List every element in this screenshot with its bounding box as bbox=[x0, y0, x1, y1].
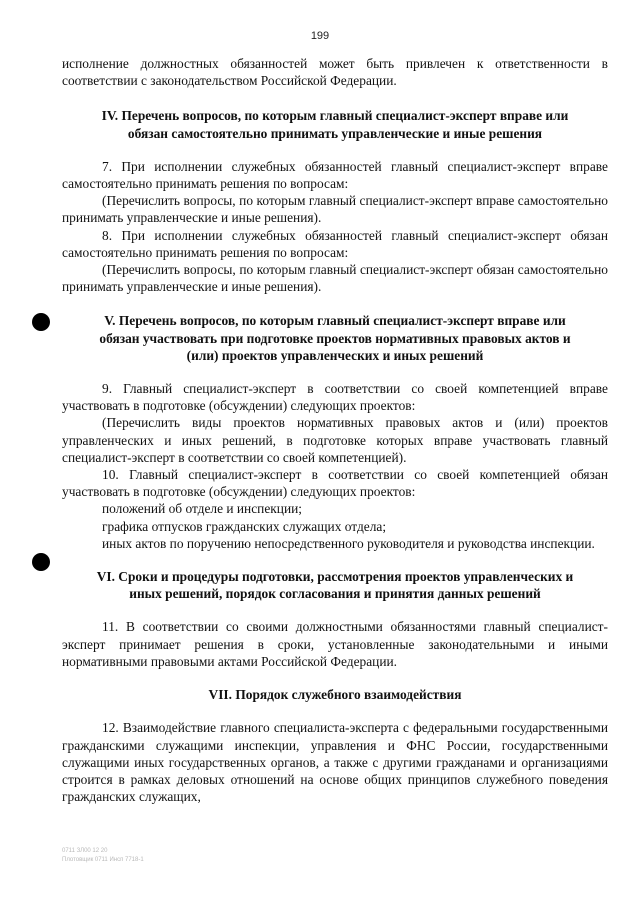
paragraph: (Перечислить вопросы, по которым главный специалист-эксперт вправе самостоятельно принимать управленческие и иные решения). bbox=[62, 193, 608, 226]
heading-line: IV. Перечень вопросов, по которым главный специалист-эксперт вправе или bbox=[101, 108, 569, 124]
section-heading-6 bbox=[62, 568, 608, 602]
paragraph: 7. При исполнении служебных обязанностей главный специалист-эксперт вправе самостоятельно принимать решения по вопросам: bbox=[62, 158, 608, 192]
paragraph: графика отпусков гражданских служащих отдела; bbox=[102, 518, 387, 534]
heading-line: иных решений, порядок согласования и принятия данных решений bbox=[129, 586, 541, 602]
footer-stamp bbox=[62, 847, 144, 865]
heading-line: V. Перечень вопросов, по которым главный специалист-эксперт вправе или bbox=[104, 313, 566, 329]
paragraph: (Перечислить виды проектов нормативных правовых актов и (или) проектов управленческих и иных решений, в подготовке которых вправе участвовать главный специалист-эксперт в соответствии со своей компетенцией). bbox=[62, 415, 608, 465]
punch-hole-lower bbox=[32, 553, 50, 571]
paragraph: иных актов по поручению непосредственного руководителя и руководства инспекции. bbox=[102, 535, 595, 551]
section-heading-5 bbox=[62, 312, 608, 364]
heading-line: VII. Порядок служебного взаимодействия bbox=[208, 687, 462, 703]
stamp-line: 0711 ЗЛ00 12 20 bbox=[62, 848, 108, 854]
paragraph: (Перечислить вопросы, по которым главный специалист-эксперт обязан самостоятельно принимать управленческие и иные решения). bbox=[62, 262, 608, 295]
page-number: 199 bbox=[310, 30, 330, 42]
heading-line: VI. Сроки и процедуры подготовки, рассмотрения проектов управленческих и bbox=[96, 569, 574, 585]
paragraph: 9. Главный специалист-эксперт в соответствии со своей компетенцией вправе участвовать в подготовке (обсуждении) следующих проектов: bbox=[62, 381, 608, 414]
paragraph: 8. При исполнении служебных обязанностей главный специалист-эксперт обязан самостоятельно принимать решения по вопросам: bbox=[62, 227, 608, 260]
paragraph: 11. В соответствии со своими должностными обязанностями главный специалист-эксперт принимает решения в сроки, установленные законодательными и иными нормативными правовыми актами Российской Федерации. bbox=[62, 619, 608, 669]
paragraph: 10. Главный специалист-эксперт в соответствии со своей компетенцией обязан участвовать в подготовке (обсуждении) следующих проектов: bbox=[62, 467, 608, 500]
section-heading-4 bbox=[62, 107, 608, 141]
paragraph: 12. Взаимодействие главного специалиста-эксперта с федеральными государственными гражданскими служащими инспекции, управления и ФНС России, государственными служащими иных государственных органов, а также с другими гражданами и организациями строится в рамках деловых отношений на основе общих принципов служебного поведения гражданских служащих, bbox=[62, 720, 608, 805]
document-body bbox=[62, 55, 608, 805]
heading-line: обязан участвовать при подготовке проектов нормативных правовых актов и bbox=[99, 330, 571, 346]
paragraph: исполнение должностных обязанностей может быть привлечен к ответственности в соответствии с законодательством Российской Федерации. bbox=[62, 56, 608, 89]
punch-hole-upper bbox=[32, 313, 50, 331]
stamp-line: Плотовщик 0711 Инсп 7718-1 bbox=[62, 857, 144, 863]
paragraph: положений об отделе и инспекции; bbox=[102, 501, 302, 517]
heading-line: обязан самостоятельно принимать управленческие и иные решения bbox=[127, 125, 543, 141]
heading-line: (или) проектов управленческих и иных решений bbox=[186, 347, 484, 363]
section-heading-7 bbox=[62, 686, 608, 703]
